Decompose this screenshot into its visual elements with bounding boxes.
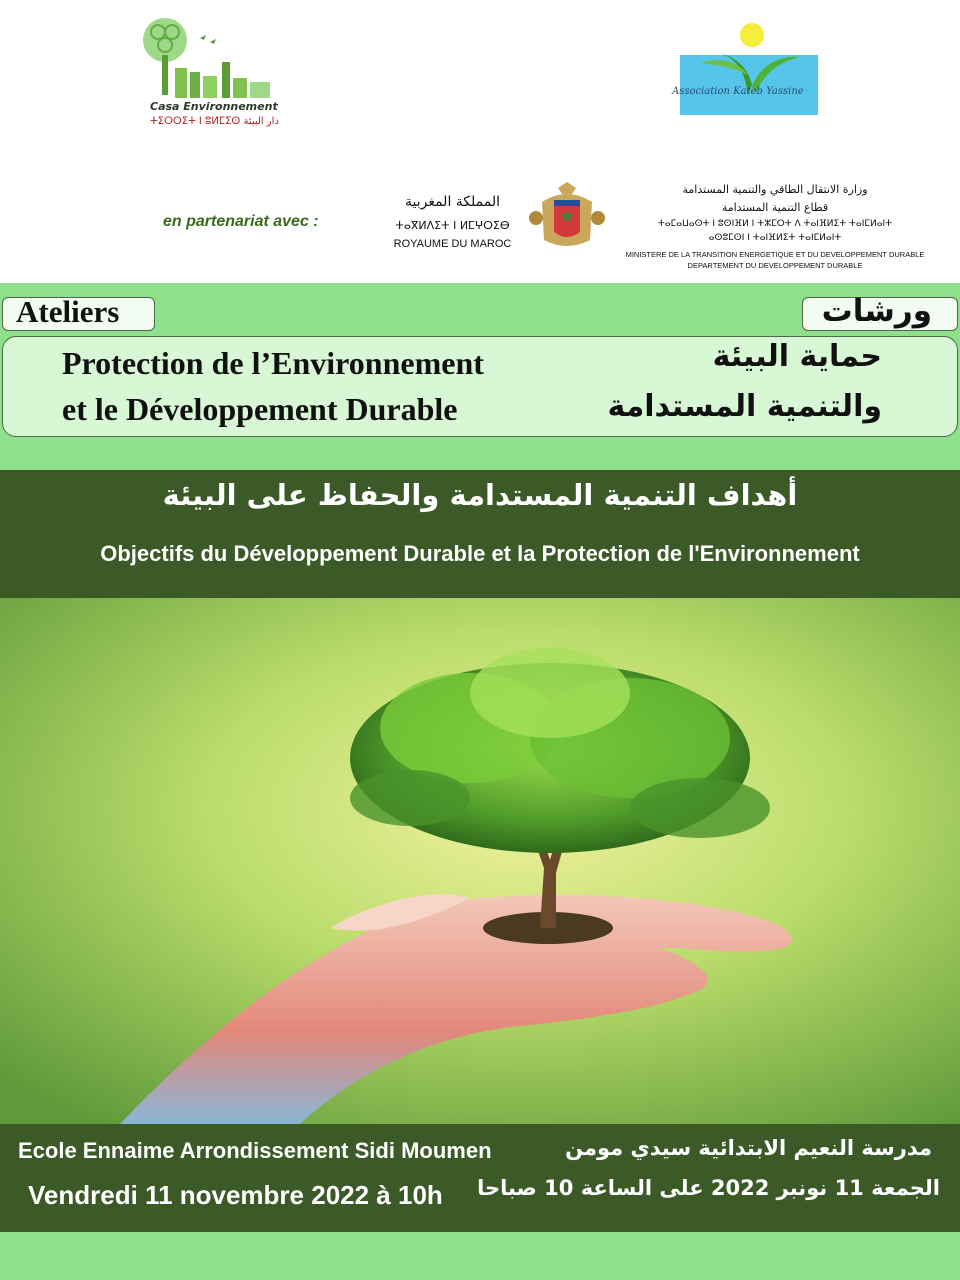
workshop-title-french-line-1: Protection de l’Environnement [62,345,484,381]
partner-label: en partenariat avec : [163,213,319,230]
association-kateb-yassine-name: Association Kateb Yassine [672,86,804,97]
workshop-title-arabic-line-2: والتنمية المستدامة [607,389,882,424]
ministry-department-tifinagh: ⴰⵙⵓⵎⵙⵏ ⵏ ⵜⴰⵏⴼⵍⵉⵜ ⵜⴰⵏⵎⵍⴰⵏⵜ [708,233,842,243]
warshat-label: ورشات [821,293,932,329]
ministry-name-arabic: وزارة الانتقال الطاقي والتنمية المستدامة [682,183,868,196]
hands-holding-tree-image [0,598,960,1124]
event-date-arabic: الجمعة 11 نونبر 2022 على الساعة 10 صباحا [477,1176,940,1200]
event-date-french: Vendredi 11 novembre 2022 à 10h [28,1180,443,1210]
bottom-strip [0,1232,960,1280]
casa-environnement-tagline: ⵜⵉⵔⵔⵉⵜ ⵏ ⵓⵍⵎⵉⵙ دار البيئة [150,116,279,127]
kingdom-name-tifinagh: ⵜⴰⴳⵍⴷⵉⵜ ⵏ ⵍⵎⵖⵔⵉⴱ [395,219,510,232]
kingdom-name-french: ROYAUME DU MAROC [393,238,512,250]
objectives-heading-french: Objectifs du Développement Durable et la Protection de l'Environnement [100,541,860,566]
casa-environnement-name: Casa Environnement [150,100,278,113]
workshop-title-french-line-2: et le Développement Durable [62,391,458,427]
ministry-name-french: MINISTERE DE LA TRANSITION ENERGETIQUE ET DU DEVELOPPEMENT DURABLE [625,250,925,259]
ministry-department-french: DEPARTEMENT DU DEVELOPPEMENT DURABLE [687,261,863,270]
moroccan-coat-of-arms-emblem [528,182,606,252]
ministry-name-tifinagh: ⵜⴰⵎⴰⵡⴰⵙⵜ ⵏ ⵓⵙⵏⴼⵍ ⵏ ⵜⵣⵎⵔⵜ ⴷ ⵜⴰⵏⴼⵍⵉⵜ ⵜⴰⵏⵎⵍⴰⵏⵜ [657,219,893,229]
kingdom-name-arabic: المملكة المغربية [404,194,501,210]
workshop-title-arabic-line-1: حماية البيئة [712,339,882,374]
ateliers-label: Ateliers [16,294,120,329]
school-location-arabic: مدرسة النعيم الابتدائية سيدي مومن [565,1136,932,1160]
ministry-department-arabic: قطاع التنمية المستدامة [721,201,829,214]
association-kateb-yassine-logo [660,15,830,120]
objectives-heading-arabic: أهداف التنمية المستدامة والحفاظ على البيئة [162,478,798,512]
school-location-french: Ecole Ennaime Arrondissement Sidi Moumen [18,1138,492,1163]
